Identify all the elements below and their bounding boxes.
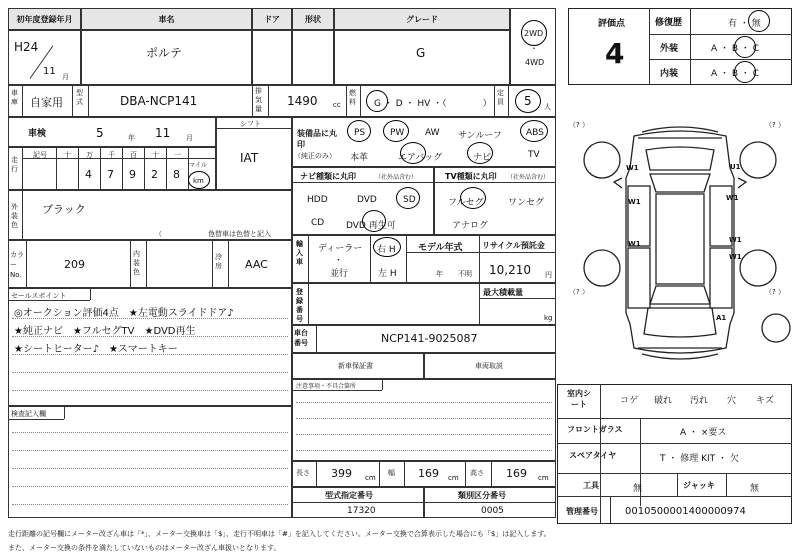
manual-label: 車両取説	[475, 362, 503, 370]
inspection-year: 5	[96, 126, 104, 140]
mark-w1-b: W1	[628, 198, 641, 206]
aircon-value: AAC	[245, 258, 268, 271]
door-cell	[252, 30, 292, 85]
mileage-label: 走行	[11, 156, 18, 173]
first-reg-month-unit: 月	[62, 73, 69, 81]
hei-label: 高さ	[470, 469, 484, 477]
equip-airbag: エアバッグ	[398, 153, 443, 163]
drive-dot: ・	[530, 44, 538, 53]
displacement-unit: cc	[333, 101, 341, 109]
import-right-circle	[373, 237, 401, 257]
equip-leather: 本革	[350, 153, 369, 163]
color-paren: （ ）	[155, 230, 218, 238]
equip-nav: ナビ	[473, 153, 492, 163]
import-right: 右 H	[377, 245, 396, 255]
equipment-sub: （純正のみ）	[294, 152, 336, 160]
max-load-unit: kg	[544, 314, 553, 322]
interior-b-circle	[734, 61, 756, 83]
equip-nav-circle	[467, 142, 493, 164]
chassis-value: NCP141-9025087	[381, 332, 478, 345]
mark-u1: U1	[730, 163, 741, 171]
mileage-km-circle	[188, 171, 210, 189]
hei-unit: cm	[538, 474, 549, 482]
mileage-digit-1: 4	[85, 168, 92, 181]
model-value: DBA-NCP141	[120, 94, 198, 108]
nav-type-sub: （社外品含む）	[375, 174, 418, 181]
mileage-unit-5: 十	[152, 151, 159, 159]
mark-a1: A1	[716, 314, 727, 322]
color-note: 色替車は色替と記入	[208, 230, 271, 238]
jack-label: ジャッキ	[683, 481, 715, 490]
tv-analog: アナログ	[452, 221, 489, 231]
fuel-label: 燃料	[349, 89, 356, 106]
sales-point-label: セールスポイント	[11, 292, 67, 300]
mileage-digit-3: 9	[129, 168, 136, 181]
inspector-cell	[8, 406, 292, 518]
type-no-label: 型式指定番号	[325, 491, 373, 500]
spare-tire-options: T ・ 修理 KIT ・ 欠	[660, 454, 739, 464]
mark-w1-e: W1	[729, 236, 742, 244]
bracket-2: （? ）	[765, 121, 785, 129]
seat-opt-1: コゲ	[620, 396, 639, 406]
mileage-mark-label: 記号	[33, 151, 47, 159]
sales-point-line-3: ★シートヒーター♪ ★スマートキー	[14, 344, 178, 355]
import-dot: ・	[334, 256, 344, 266]
notes-label: 注意事項・不具合箇所	[296, 383, 357, 390]
grade-header: グレード	[334, 8, 510, 30]
windshield-label: フロントガラス	[567, 425, 623, 434]
seat-opt-3: 汚れ	[690, 396, 709, 406]
mileage-km-label: km	[193, 177, 204, 185]
shape-cell	[292, 30, 334, 85]
fuel-options: G ・ D ・ HV ・（ ）	[374, 99, 492, 109]
color-no-label: カラーNo.	[10, 251, 24, 279]
shift-value: IAT	[240, 151, 259, 165]
capacity-label: 定員	[497, 89, 504, 106]
inspection-year-unit: 年	[128, 134, 135, 142]
nav-hdd: HDD	[307, 195, 328, 205]
seat-opt-5: キズ	[756, 396, 774, 406]
bracket-3: （? ）	[569, 288, 589, 296]
type-no-value: 17320	[347, 506, 376, 516]
bracket-4: （? ）	[765, 288, 785, 296]
bracket-1: （? ）	[569, 121, 589, 129]
category-value: 自家用	[30, 96, 63, 109]
exterior-options: A ・ B ・ C	[711, 44, 760, 54]
mgmt-value: 0010500001400000974	[625, 506, 746, 517]
mileage-unit-1: 十	[64, 151, 71, 159]
mileage-mile-label: マイル	[189, 162, 207, 169]
mgmt-label: 管理番号	[566, 507, 598, 516]
class-no-label: 類別区分番号	[458, 491, 506, 500]
model-year-label: モデル年式	[418, 243, 463, 253]
reg-label: 登録番号	[296, 288, 303, 323]
interior-color-label: 内装色	[133, 250, 140, 276]
drive-2wd: 2WD	[524, 29, 544, 38]
mark-w1-f: W1	[729, 253, 742, 261]
equip-pw-circle	[383, 120, 409, 142]
inspection-month-unit: 月	[186, 134, 193, 142]
len-label: 長さ	[296, 469, 310, 477]
len-value: 399	[331, 467, 352, 480]
mileage-digit-4: 2	[151, 168, 158, 181]
grade-value: G	[416, 46, 426, 60]
inspection-month: 11	[155, 126, 171, 140]
import-label: 輸入車	[296, 240, 303, 266]
car-name-header: 車名	[81, 8, 252, 30]
mileage-unit-4: 百	[130, 151, 137, 159]
footer-line-1: 走行距離の記号欄にメーター改ざん車は「*」、メーター交換車は「$」、走行不明車は「#」を記入してください。メーター交換で合算表示した場合にも「$」は記入します。	[8, 530, 551, 538]
drive-4wd: 4WD	[525, 58, 545, 67]
displacement-label: 排気量	[255, 87, 262, 113]
nav-dvd-play-circle	[362, 210, 386, 232]
equip-ps-circle	[347, 120, 371, 142]
import-left: 左 H	[378, 269, 397, 279]
recycle-unit: 円	[545, 271, 552, 279]
color-no-value: 209	[64, 258, 85, 271]
tv-fullseg-circle	[460, 187, 486, 209]
chassis-label: 車台番号	[294, 329, 308, 347]
shape-header: 形状	[292, 8, 334, 30]
model-year-unit: 年	[436, 270, 443, 278]
repair-label: 修復歴	[655, 18, 683, 28]
equipment-label: 装備品に丸印	[297, 129, 337, 149]
equip-airbag-circle	[400, 142, 426, 164]
car-name-value: ポルテ	[146, 46, 183, 60]
door-header: ドア	[252, 8, 292, 30]
interior-options: A ・ B ・ C	[711, 69, 760, 79]
inspection-label: 車検	[28, 129, 47, 139]
nav-sd-circle	[396, 187, 420, 209]
class-no-value: 0005	[481, 506, 504, 516]
footer-line-2: また、メーター交換の条件を満たしていないものはメーター改ざん車扱いとなります。	[8, 544, 281, 552]
capacity-value: 5	[524, 94, 532, 108]
fuel-g-circle	[366, 90, 388, 112]
exterior-b-circle	[734, 36, 756, 58]
first-reg-month: 11	[43, 66, 56, 77]
color-label: 外装色	[11, 203, 18, 229]
jack-value: 無	[750, 484, 760, 494]
car-diagram	[564, 108, 796, 378]
repair-none-circle	[748, 10, 770, 32]
equip-ps: PS	[354, 128, 366, 138]
recycle-label: リサイクル預託金	[482, 241, 545, 250]
interior-seat-label: 室内シート	[567, 389, 591, 409]
interior-label: 内装	[660, 69, 679, 79]
aircon-label: 冷房	[215, 253, 222, 270]
mark-w1-c: W1	[726, 194, 739, 202]
sales-point-line-1: ◎オークション評価4点 ★左電動スライドドア♪	[14, 308, 234, 319]
capacity-circle	[515, 89, 541, 113]
seat-opt-2: 破れ	[654, 396, 673, 406]
repair-options: 有 ・ 無	[728, 19, 761, 29]
first-reg-year: H24	[14, 40, 39, 54]
wid-unit: cm	[448, 474, 459, 482]
shift-label: シフト	[240, 120, 261, 128]
equip-abs-circle	[520, 120, 548, 142]
nav-dvd: DVD	[357, 195, 377, 205]
recycle-value: 10,210	[489, 263, 531, 277]
score-value: 4	[605, 37, 625, 70]
import-parallel: 並行	[330, 269, 349, 279]
score-label: 評価点	[598, 19, 626, 29]
mileage-digit-2: 7	[107, 168, 114, 181]
model-year-value: 不明	[458, 270, 472, 278]
equip-abs: ABS	[526, 128, 544, 138]
nav-dvd-play: DVD 再生可	[346, 221, 396, 231]
wid-value: 169	[418, 467, 439, 480]
len-unit: cm	[365, 474, 376, 482]
tools-label: 工具	[583, 481, 599, 490]
mileage-unit-3: 千	[108, 151, 115, 159]
displacement-value: 1490	[287, 94, 318, 108]
tv-type-label: TV種類に丸印	[445, 172, 497, 181]
nav-sd: SD	[403, 195, 416, 205]
warranty-label: 新車保証書	[338, 362, 373, 370]
equip-aw: AW	[425, 128, 440, 138]
seat-opt-4: 穴	[727, 396, 737, 406]
first-reg-header: 初年度登録年月	[8, 8, 81, 30]
color-value: ブラック	[42, 203, 86, 216]
tv-fullseg: フルセグ	[448, 198, 484, 208]
mileage-digit-5: 8	[173, 168, 180, 181]
capacity-unit: 人	[544, 103, 551, 111]
max-load-label: 最大積載量	[483, 288, 523, 297]
wid-label: 幅	[388, 469, 395, 477]
inspector-label: 検査記入欄	[11, 410, 46, 418]
tv-type-sub: （社外品含む）	[507, 174, 550, 181]
spare-tire-label: スペアタイヤ	[569, 451, 617, 460]
hei-value: 169	[506, 467, 527, 480]
nav-cd: CD	[311, 218, 325, 228]
mileage-unit-2: 万	[86, 151, 93, 159]
category-label: 車庫	[11, 89, 18, 106]
import-dealer: ディーラー	[318, 244, 363, 254]
sales-point-line-2: ★純正ナビ ★フルセグTV ★DVD再生	[14, 326, 196, 337]
tools-value: 無	[633, 484, 643, 494]
exterior-label: 外装	[660, 44, 679, 54]
model-label: 型式	[76, 89, 83, 106]
mark-w1-a: W1	[626, 164, 639, 172]
mark-w1-d: W1	[628, 240, 641, 248]
equip-sunroof: サンルーフ	[458, 131, 502, 141]
tv-oneseg: ワンセグ	[508, 198, 545, 208]
notes-cell	[292, 379, 556, 461]
nav-type-label: ナビ種類に丸印	[300, 172, 356, 181]
equip-tv: TV	[528, 150, 540, 160]
mileage-unit-6: 一	[174, 151, 181, 159]
equip-pw: PW	[390, 128, 405, 138]
windshield-options: A ・ ×要ス	[680, 428, 727, 438]
